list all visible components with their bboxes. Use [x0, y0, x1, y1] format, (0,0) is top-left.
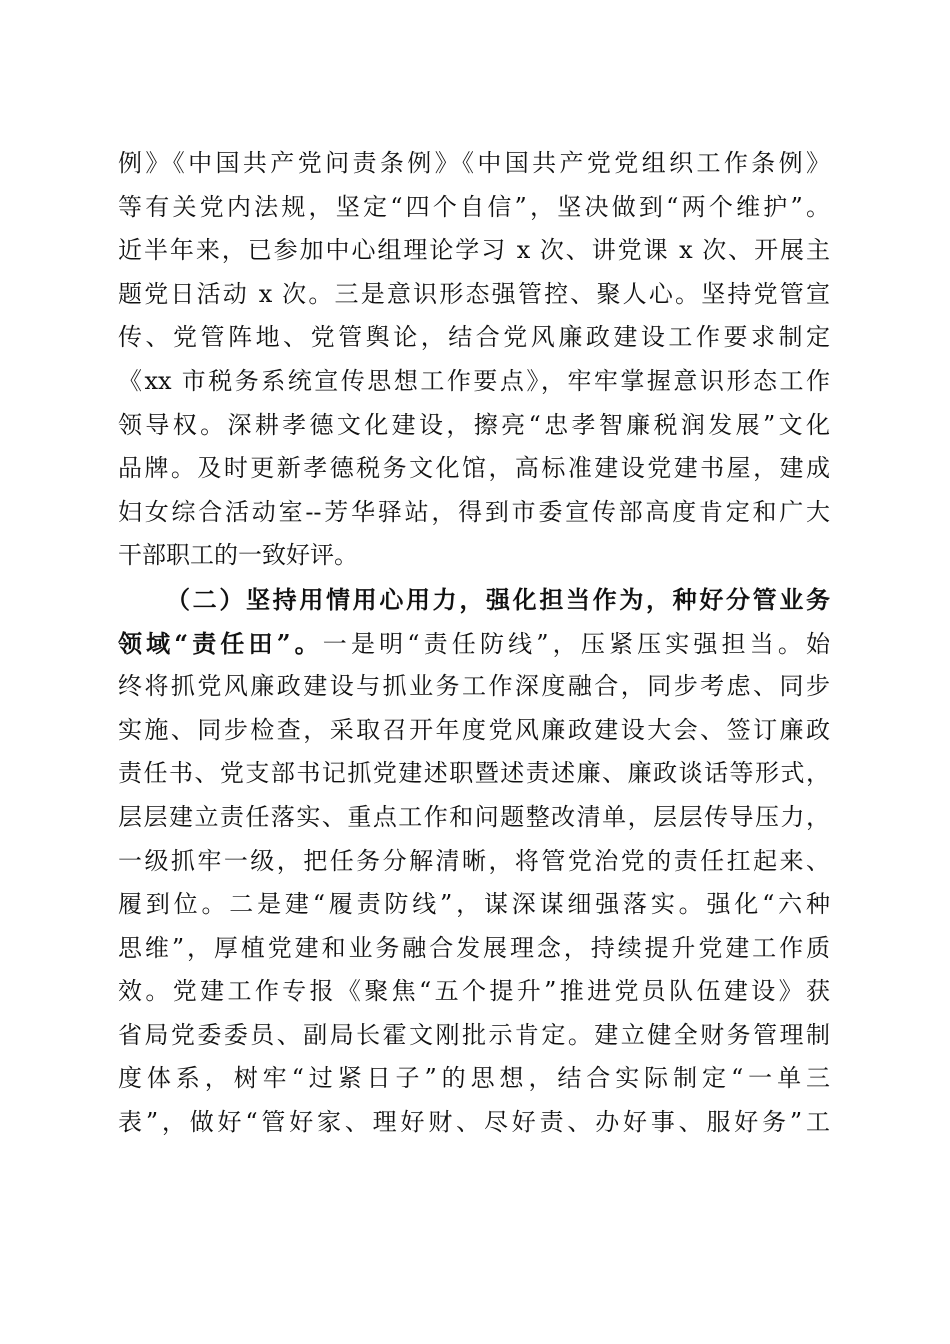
text-line-6: 《xx 市税务系统宣传思想工作要点》，牢牢掌握意识形态工作	[118, 366, 830, 395]
section-heading-bold-tail: 领域“责任田”。	[118, 628, 323, 658]
text-line-15: 责任书、党支部书记抓党建述职暨述责述廉、廉政谈话等形式，	[118, 759, 830, 788]
text-line-5: 传、党管阵地、党管舆论，结合党风廉政建设工作要求制定	[118, 323, 830, 352]
section-heading-text-tail: 一是明“责任防线”，压紧压实强担当。始	[322, 629, 830, 658]
text-line-23: 表”，做好“管好家、理好财、尽好责、办好事、服好务”工	[118, 1108, 830, 1137]
text-line-10: 干部职工的一致好评。	[118, 541, 358, 570]
section-heading-line-2	[118, 622, 830, 666]
text-line-14: 实施、同步检查，采取召开年度党风廉政建设大会、签订廉政	[118, 715, 830, 744]
body-text	[118, 142, 830, 1145]
text-line-9: 妇女综合活动室--芳华驿站，得到市委宣传部高度肯定和广大	[118, 497, 830, 526]
text-line-13: 终将抓党风廉政建设与抓业务工作深度融合，同步考虑、同步	[118, 672, 830, 701]
section-heading-line-1: （二）坚持用情用心用力，强化担当作为，种好分管业务	[166, 584, 830, 614]
text-line-21: 省局党委委员、副局长霍文刚批示肯定。建立健全财务管理制	[118, 1020, 830, 1049]
text-line-3: 近半年来，已参加中心组理论学习 x 次、讲党课 x 次、开展主	[118, 236, 830, 265]
text-line-19: 思维”，厚植党建和业务融合发展理念，持续提升党建工作质	[118, 933, 830, 962]
text-line-20: 效。党建工作专报《聚焦“五个提升”推进党员队伍建设》获	[118, 977, 830, 1006]
text-line-1: 例》《中国共产党问责条例》《中国共产党党组织工作条例》	[118, 149, 830, 177]
text-line-7: 领导权。深耕孝德文化建设，擦亮“忠孝智廉税润发展”文化	[118, 410, 830, 439]
text-line-22: 度体系，树牢“过紧日子”的思想，结合实际制定“一单三	[118, 1064, 830, 1093]
text-line-8: 品牌。及时更新孝德税务文化馆，高标准建设党建书屋，建成	[118, 454, 830, 483]
text-line-18: 履到位。二是建“履责防线”，谋深谋细强落实。强化“六种	[118, 890, 830, 919]
text-line-16: 层层建立责任落实、重点工作和问题整改清单，层层传导压力，	[118, 802, 830, 831]
text-line-4: 题党日活动 x 次。三是意识形态强管控、聚人心。坚持党管宣	[118, 279, 830, 308]
text-line-17: 一级抓牢一级，把任务分解清晰，将管党治党的责任扛起来、	[118, 846, 830, 875]
text-line-2: 等有关党内法规，坚定“四个自信”，坚决做到“两个维护”。	[118, 192, 830, 221]
